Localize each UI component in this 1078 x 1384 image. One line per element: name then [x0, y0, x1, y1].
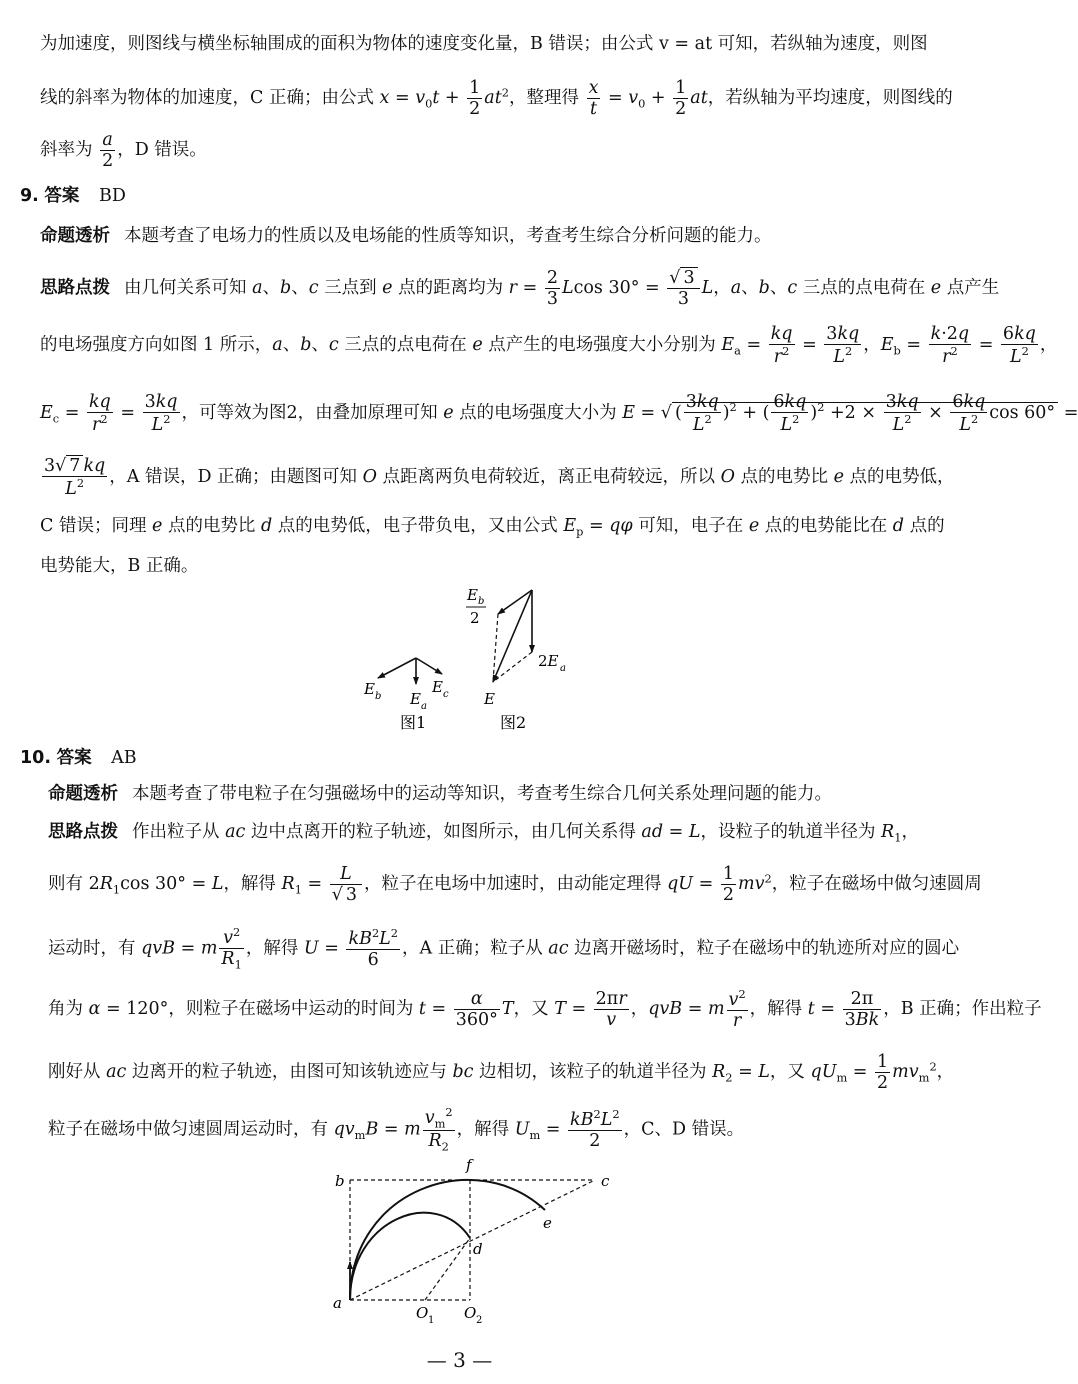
q10-analysis-line-2: 则有 $2R_1\cos$ 30° = L，解得 $R_1$ = $\frac{L}{√ 3}$ ，粒子在电场中加速时，由动能定理得 qU = $\frac{1}{2}$ $mv^2$，粒子在磁场中做匀速圆周	[48, 864, 982, 906]
q9-analysis-line-3: $E_c$ = $\frac{kq}{r^2}$ = $\frac{3kq}{L^2}$ ，可等效为图2，由叠加原理可知 e 点的电场强度大小为 E = √ ( $\frac{3kq}{L^2}$ )$^2$ + ( $\frac{6kq}{L^2}$ )$^2$ +2 × $\frac{3kq}{L^2}$ × $\frac{6kq}{L^2}$ cos 60° =	[40, 392, 1078, 435]
trajectory-small	[350, 1213, 470, 1300]
q9-number: 9.	[20, 186, 39, 206]
top-line-1: 为加速度，则图线与横坐标轴围成的面积为物体的速度变化量，B 错误；由公式 v = at 可知，若纵轴为速度，则图	[40, 34, 928, 54]
q9-analysis-line-5: C 错误；同理 e 点的电势比 d 点的电势低，电子带负电，又由公式 $E_p = q\varphi$ 可知，电子在 e 点的电势能比在 d 点的	[40, 516, 945, 539]
fig10-label-a: a	[333, 1294, 342, 1312]
page-number: — 3 —	[426, 1348, 493, 1372]
fig1-caption: 图1	[400, 713, 427, 732]
q10-answer: AB	[111, 748, 137, 768]
q9-analysis-label: 思路点拨	[40, 278, 110, 299]
q10-answer-label: 答案	[56, 748, 92, 768]
q10-intent-line	[48, 784, 891, 805]
fig10-label-c: c	[601, 1172, 610, 1190]
q10-analysis-line-3: 运动时，有 qvB = m $\frac{v^2}{R_1}$ ，解得 U = $\frac{kB^2L^2}{6}$ ，A 正确；粒子从 ac 边离开磁场时，粒子在磁场中的轨迹所对应的圆心	[48, 925, 960, 972]
figure-1	[363, 658, 449, 732]
fig2-label-2ea: 2E	[538, 652, 559, 670]
figure-2	[466, 586, 566, 732]
svg-text:2: 2	[470, 609, 480, 627]
svg-text:1: 1	[428, 1315, 435, 1326]
q9-analysis-line-2: 的电场强度方向如图 1 所示，a、b、c 三点的点电荷在 e 点产生的电场强度大小分别为 $E_a$ = $\frac{kq}{r^2}$ = $\frac{3kq}{L^2}$ ，$E_b$ = $\frac{k\cdot 2q}{r^2}$ = $\frac{6kq}{L^2}$ ，	[40, 324, 1058, 367]
q10-analysis-line-5: 刚好从 ac 边离开的粒子轨迹，由图可知该轨迹应与 bc 边相切，该粒子的轨道半径为 $R_2 = L$，又 $qU_m$ = $\frac{1}{2}$ $mv_m^2$，	[48, 1052, 955, 1094]
q10-intent: 本题考查了带电粒子在匀强磁场中的运动等知识，考查考生综合几何关系处理问题的能力。	[132, 784, 832, 804]
q10-analysis-line-1: 思路点拨 作出粒子从 ac 边中点离开的粒子轨迹，如图所示，由几何关系得 ad = L，设粒子的轨道半径为 $R_1$，	[48, 822, 919, 845]
q9-figures	[350, 580, 590, 740]
q9-intent-line	[40, 226, 891, 247]
fig10-label-b: b	[335, 1172, 345, 1190]
top-line-2: 线的斜率为物体的加速度，C 正确；由公式 $x = v_0t$ + $\frac{1}{2}$ $at^2$，整理得 $\frac{x}{t}$ = $v_0$ + $\frac{1}{2}$ at，若纵轴为平均速度，则图线的	[40, 78, 953, 120]
q9-analysis-line-4: $\frac{3√ 7 kq}{L^2}$ ，A 错误，D 正确；由题图可知 O 点距离两负电荷较近，离正电荷较远，所以 O 点的电势比 e 点的电势低，	[44, 456, 955, 499]
svg-text:b: b	[478, 596, 485, 607]
svg-text:2: 2	[476, 1315, 483, 1326]
fig2-label-eb: E	[467, 586, 478, 604]
top-line-3: 斜率为 $\frac{a}{2}$ ，D 错误。	[40, 130, 207, 172]
q10-analysis-line-6: 粒子在磁场中做匀速圆周运动时，有 $qv_mB = m$ $\frac{v_m^2}{R_2}$ ，解得 $U_m$ = $\frac{kB^2L^2}{2}$ ，C、D 错误。	[48, 1105, 745, 1154]
q10-analysis-label: 思路点拨	[48, 822, 118, 842]
q9-analysis-line-1: 思路点拨 由几何关系可知 a、b、c 三点到 e 点的距离均为 r = $\frac{2}{3}$ Lcos 30° = $\frac{√ 3}{3}$ L，a、b、c 三点的点电荷在 e 点产生	[40, 268, 1000, 310]
q9-intent-label: 命题透析	[40, 226, 110, 246]
q10-figure	[325, 1150, 625, 1330]
fig1-label-ea: E	[410, 690, 421, 708]
fig2-caption: 图2	[500, 713, 527, 732]
fig10-label-o1: O	[416, 1304, 429, 1322]
q10-answer-line	[20, 748, 891, 769]
q9-answer-label: 答案	[44, 186, 80, 206]
fig10-label-o2: O	[464, 1304, 477, 1322]
q9-answer: BD	[98, 186, 126, 206]
svg-text:a: a	[421, 701, 427, 712]
q10-analysis-line-4: 角为 α = 120°，则粒子在磁场中运动的时间为 t = $\frac{\alpha}{360^\circ}$ T，又 T = $\frac{2\pi r}{v}$ ，qvB = m $\frac{v^2}{r}$ ，解得 t = $\frac{2\pi}{3Bk}$ ，B 正确；作出粒子	[48, 987, 1042, 1031]
fig10-label-f: f	[466, 1156, 472, 1174]
fig10-label-d: d	[473, 1240, 483, 1258]
fig1-arrow-ec	[416, 658, 442, 674]
svg-text:b: b	[375, 691, 382, 702]
q9-analysis-line-6: 电势能大，B 正确。	[40, 556, 199, 576]
q10-number: 10.	[20, 748, 52, 768]
svg-text:a: a	[560, 663, 566, 674]
fig1-label-ec: E	[432, 678, 443, 696]
fig10-label-e: e	[543, 1214, 552, 1232]
fig1-arrow-eb	[378, 658, 416, 678]
fig1-label-eb: E	[364, 680, 375, 698]
q10-intent-label: 命题透析	[48, 784, 118, 804]
q9-intent: 本题考查了电场力的性质以及电场能的性质等知识，考查考生综合分析问题的能力。	[124, 226, 772, 246]
q9-answer-line	[20, 186, 891, 207]
fig2-label-e: E	[484, 690, 495, 708]
trajectory-large	[350, 1180, 545, 1300]
svg-text:c: c	[443, 689, 449, 700]
